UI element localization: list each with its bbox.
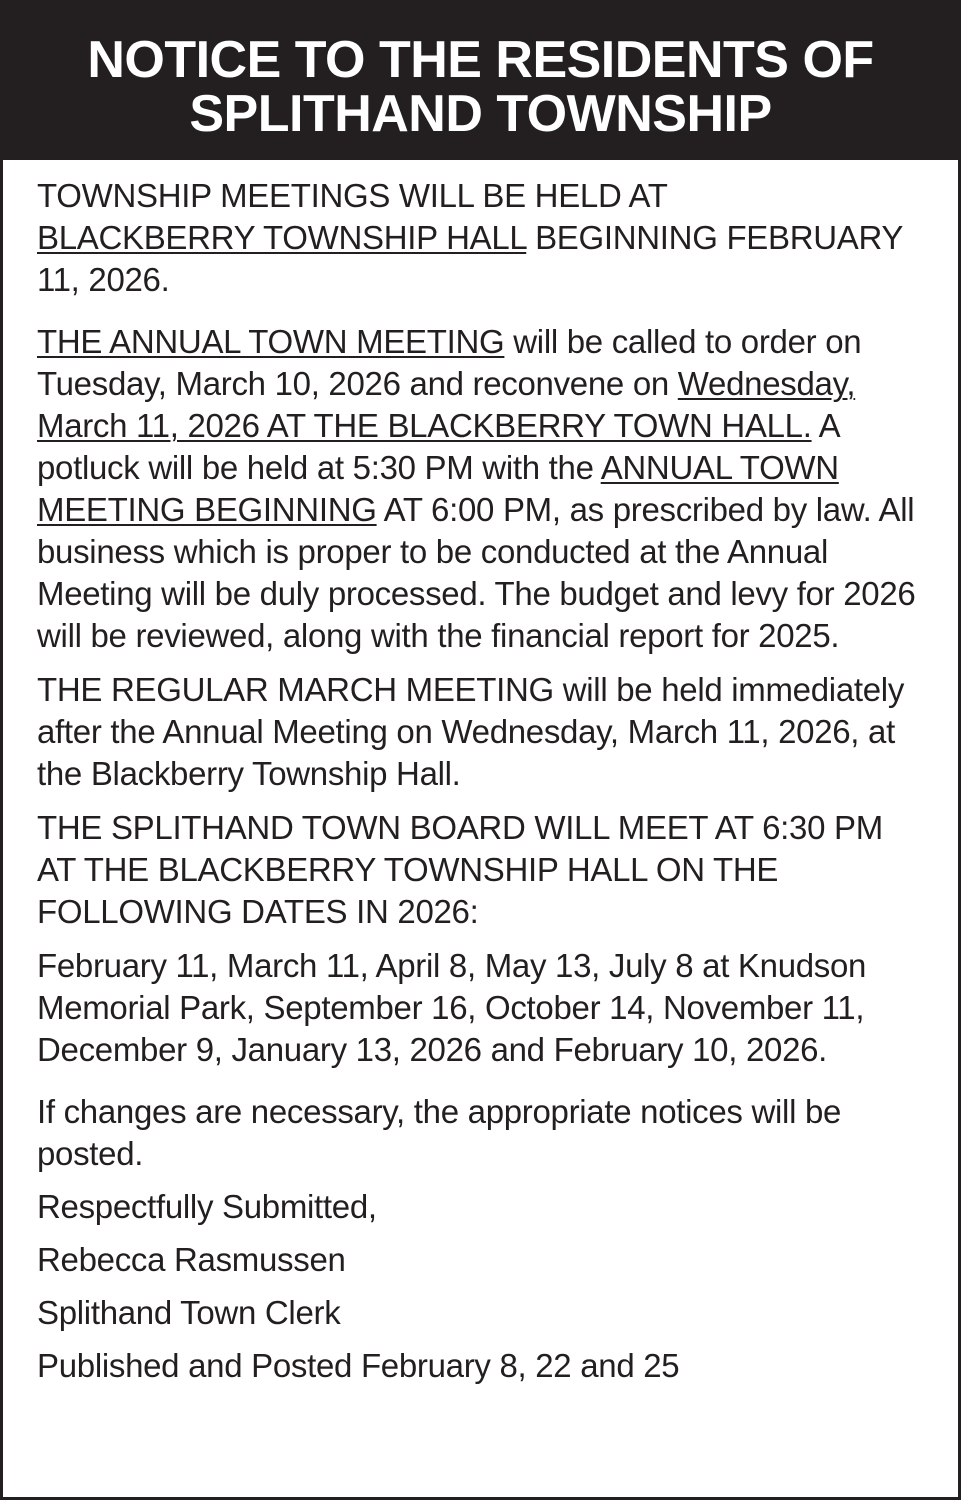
- closing-line: Respectfully Submitted,: [37, 1188, 377, 1225]
- annual-meeting-paragraph: THE ANNUAL TOWN MEETING will be called to order on Tuesday, March 10, 2026 and reconvene on Wednesday, March 11, 2026 AT THE BLACKBERRY TOWN HALL. A potluck will be held at 5:30 PM with the ANNUAL TOWN MEETING BEGINNING AT 6:00 PM, as prescribed by law. All business which is proper to be conducted at the Annual Meeting will be duly processed. The budget and levy for 2026 will be reviewed, along with the financial report for 2025.: [37, 323, 916, 654]
- clerk-name: Rebecca Rasmussen: [37, 1241, 346, 1278]
- annual-meeting-heading: THE ANNUAL TOWN MEETING: [37, 323, 505, 360]
- regular-march-meeting-paragraph: THE REGULAR MARCH MEETING will be held immediately after the Annual Meeting on Wednesday, March 11, 2026, at the Blackberry Township Hall.: [37, 671, 905, 792]
- changes-notice-paragraph: If changes are necessary, the appropriate notices will be posted.: [37, 1093, 842, 1172]
- notice-header: [3, 3, 958, 160]
- header-title-line-2: SPLITHAND TOWNSHIP: [189, 85, 772, 143]
- clerk-title: Splithand Town Clerk: [37, 1294, 341, 1331]
- meeting-location-paragraph: TOWNSHIP MEETINGS WILL BE HELD AT BLACKBERRY TOWNSHIP HALL BEGINNING FEBRUARY 11, 2026.: [37, 177, 903, 298]
- notice-body: [3, 160, 958, 1387]
- town-board-schedule-paragraph: THE SPLITHAND TOWN BOARD WILL MEET AT 6:30 PM AT THE BLACKBERRY TOWNSHIP HALL ON THE FOLLOWING DATES IN 2026:: [37, 809, 883, 930]
- publication-dates: Published and Posted February 8, 22 and 25: [37, 1347, 680, 1384]
- reconvene-date: Wednesday, March 11, 2026 AT THE BLACKBERRY TOWN HALL.: [37, 365, 856, 444]
- header-title-line-1: NOTICE TO THE RESIDENTS OF: [87, 31, 874, 89]
- meeting-start-label: ANNUAL TOWN MEETING BEGINNING: [37, 449, 839, 528]
- township-hall-name: BLACKBERRY TOWNSHIP HALL: [37, 219, 527, 256]
- meeting-dates-paragraph: February 11, March 11, April 8, May 13, July 8 at Knudson Memorial Park, September 16, October 14, November 11, December 9, January 13, 2026 and February 10, 2026.: [37, 947, 867, 1068]
